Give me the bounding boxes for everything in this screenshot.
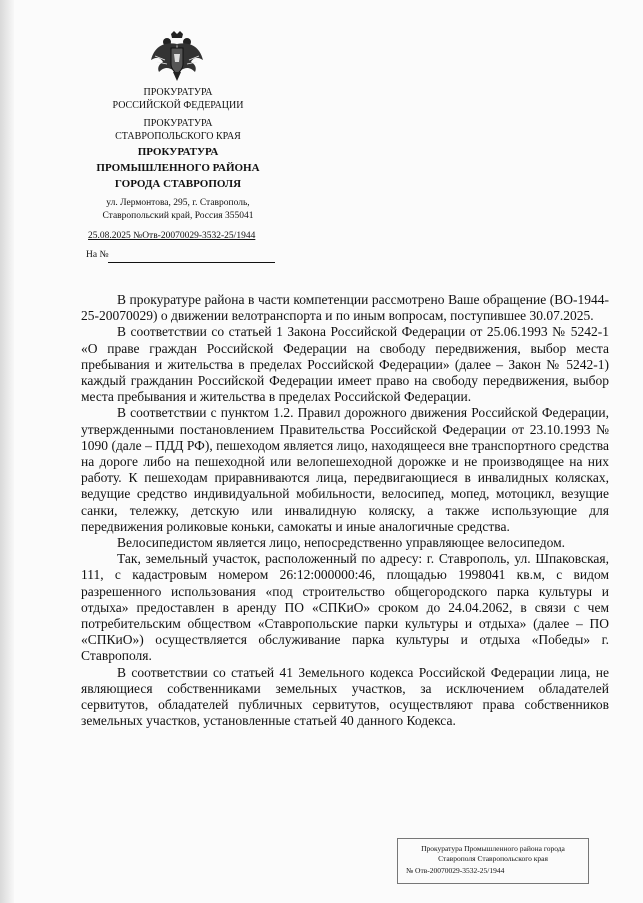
stamp-line: Ставрополя Ставропольского края [438, 854, 548, 863]
header-org-line-bold: ПРОМЫШЛЕННОГО РАЙОНА [96, 162, 260, 174]
outgoing-date-number: 25.08.2025 №Отв-20070029-3532-25/1944 [88, 231, 256, 241]
coat-of-arms-emblem [149, 30, 205, 82]
stamp-number: № Отв-20070029-3532-25/1944 [406, 866, 505, 875]
letter-body [81, 292, 609, 729]
header-org-line: ПРОКУРАТУРА [143, 87, 213, 98]
body-paragraph: В прокуратуре района в части компетенции рассмотрено Ваше обращение (ВО-1944-25-20070029) о движении велотранспорта и по иным вопросам, поступившее 30.07.2025. [81, 292, 609, 324]
body-paragraph: Так, земельный участок, расположенный по адресу: г. Ставрополь, ул. Шпаковская, 111, с кадастровым номером 26:12:000000:46, площадью 1998041 кв.м, с видом разрешенного использования «под строительство общегородского парка культуры и отдыха» предоставлен в аренду ПО «СПКиО» сроком до 24.04.2062, в связи с чем потребительским обществом «Ставропольские парки культуры и отдыха» (далее – ПО «СПКиО») осуществляется обслуживание парка культуры и отдыха «Победы» г. Ставрополя. [81, 551, 609, 664]
reference-number-blank [108, 262, 275, 263]
header-org-line: ПРОКУРАТУРА [143, 118, 213, 129]
header-org-line: СТАВРОПОЛЬСКОГО КРАЯ [115, 131, 241, 142]
stamp-line: Прокуратура Промышленного района города [421, 844, 565, 853]
body-paragraph: В соответствии с пунктом 1.2. Правил дорожного движения Российской Федерации, утвержденными постановлением Правительства Российской Федерации от 23.10.1993 № 1090 (дале – ПДД РФ), пешеходом является лицо, находящееся вне транспортного средства на дороге либо на пешеходной или велопешеходной дорожке и не производящее на них работу. К пешеходам приравниваются лица, передвигающиеся в инвалидных колясках, ведущие средство индивидуальной мобильности, велосипед, мопед, мотоцикл, везущие санки, тележку, детскую или инвалидную коляску, а также использующие для передвижения роликовые коньки, самокаты и иные аналогичные средства. [81, 405, 609, 534]
registration-stamp [397, 838, 589, 884]
header-org-line: РОССИЙСКОЙ ФЕДЕРАЦИИ [112, 100, 244, 111]
address-line: ул. Лермонтова, 295, г. Ставрополь, [106, 198, 250, 208]
body-paragraph: Велосипедистом является лицо, непосредственно управляющее велосипедом. [117, 535, 566, 551]
scan-edge-shadow [0, 0, 14, 903]
header-address [78, 197, 278, 223]
header-org-line-bold: ГОРОДА СТАВРОПОЛЯ [114, 178, 242, 190]
address-line: Ставропольский край, Россия 355041 [102, 211, 254, 221]
header-org-line-bold: ПРОКУРАТУРА [137, 146, 219, 158]
body-paragraph: В соответствии со статьей 41 Земельного кодекса Российской Федерации лица, не являющиеся собственниками земельных участков, за исключением обладателей сервитутов, обладателей публичных сервитутов, осуществляют права собственников земельных участков, установленные статьей 40 данного Кодекса. [81, 664, 609, 729]
body-paragraph: В соответствии со статьей 1 Закона Российской Федерации от 25.06.1993 № 5242-1 «О праве граждан Российской Федерации на свободу передвижения, выбор места пребывания и жительства в пределах Российской Федерации» (далее – Закон № 5242-1) каждый гражданин Российской Федерации имеет право на свободу передвижения, выбор места пребывания и жительства в пределах Российской Федерации. [81, 324, 609, 405]
reference-number-label: На № [86, 250, 109, 260]
